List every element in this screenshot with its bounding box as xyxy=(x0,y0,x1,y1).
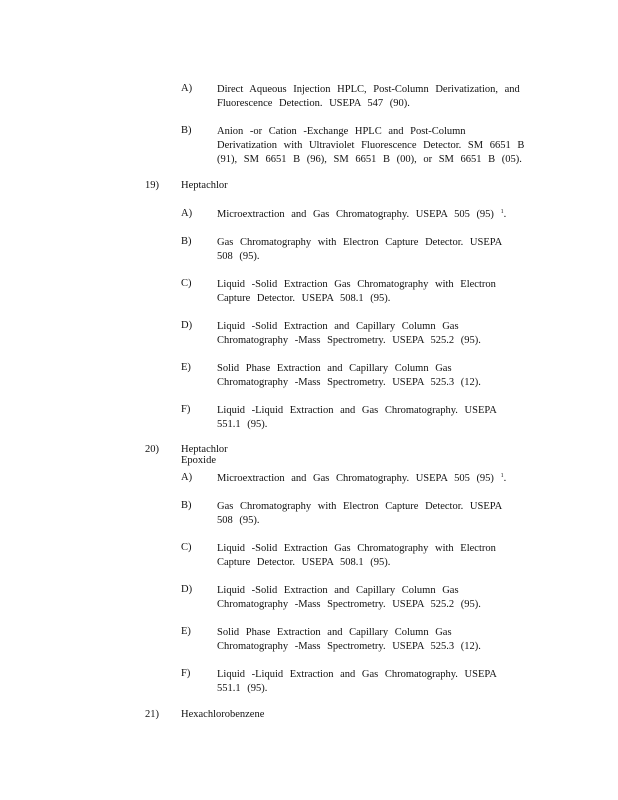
entry-text xyxy=(217,626,542,654)
entry-text xyxy=(217,362,542,390)
entry-letter: D) xyxy=(181,320,193,331)
entry-line: Liquid -Solid Extraction and Capillary Column Gas xyxy=(217,585,459,596)
item-title: Hexachlorobenzene xyxy=(181,709,265,720)
entry-line: 551.1 (95). xyxy=(217,683,268,694)
entry-line: 551.1 (95). xyxy=(217,419,268,430)
entry-line: Chromatography -Mass Spectrometry. USEPA 525.2 (95). xyxy=(217,599,481,610)
entry-line: Gas Chromatography with Electron Capture Detector. USEPA xyxy=(217,237,503,248)
footnote-marker: 1 xyxy=(500,473,504,479)
entry-text: Microextraction and Gas Chromatography. USEPA 505 (95) $^1$. xyxy=(217,209,507,220)
item-title: Heptachlor Epoxide xyxy=(181,444,228,466)
item-number: 21) xyxy=(145,709,159,720)
entry-line: Liquid -Liquid Extraction and Gas Chromatography. USEPA xyxy=(217,669,497,680)
entry-letter: B) xyxy=(181,236,192,247)
entry-line: Gas Chromatography with Electron Capture Detector. USEPA xyxy=(217,501,503,512)
entry-text xyxy=(217,125,542,167)
entry-line: Solid Phase Extraction and Capillary Column Gas xyxy=(217,363,452,374)
entry-line: Derivatization with Ultraviolet Fluorescence Detector. SM 6651 B xyxy=(217,140,525,151)
entry-letter: A) xyxy=(181,83,193,94)
entry-text xyxy=(217,83,542,111)
entry-letter: F) xyxy=(181,404,191,415)
entry-letter: A) xyxy=(181,472,193,483)
entry-text xyxy=(217,500,542,528)
entry-letter: E) xyxy=(181,626,191,637)
entry-line: Chromatography -Mass Spectrometry. USEPA 525.3 (12). xyxy=(217,641,481,652)
entry-letter: F) xyxy=(181,668,191,679)
entry-line: Chromatography -Mass Spectrometry. USEPA 525.2 (95). xyxy=(217,335,481,346)
entry-text xyxy=(217,278,542,306)
entry-text xyxy=(217,668,542,696)
entry-line: Liquid -Solid Extraction Gas Chromatography with Electron xyxy=(217,279,496,290)
item-number: 19) xyxy=(145,180,159,191)
entry-line: Liquid -Liquid Extraction and Gas Chromatography. USEPA xyxy=(217,405,497,416)
entry-line: Direct Aqueous Injection HPLC, Post-Column Derivatization, and xyxy=(217,84,520,95)
item-number: 20) xyxy=(145,444,159,455)
entry-letter: E) xyxy=(181,362,191,373)
entry-letter: C) xyxy=(181,542,192,553)
entry-letter: A) xyxy=(181,208,193,219)
entry-line: Microextraction and Gas Chromatography. USEPA 505 (95) xyxy=(217,209,494,220)
entry-line: Capture Detector. USEPA 508.1 (95). xyxy=(217,557,391,568)
entry-text xyxy=(217,584,542,612)
entry-letter: D) xyxy=(181,584,193,595)
entry-text: Microextraction and Gas Chromatography. USEPA 505 (95) $^1$. xyxy=(217,473,507,484)
entry-text xyxy=(217,404,542,432)
item-title: Heptachlor xyxy=(181,180,228,191)
entry-line: Liquid -Solid Extraction and Capillary Column Gas xyxy=(217,321,459,332)
entry-letter: B) xyxy=(181,125,192,136)
footnote-marker: 1 xyxy=(500,209,504,215)
entry-line: Fluorescence Detection. USEPA 547 (90). xyxy=(217,98,410,109)
entry-line: Anion -or Cation -Exchange HPLC and Post-Column xyxy=(217,126,466,137)
entry-line: Solid Phase Extraction and Capillary Column Gas xyxy=(217,627,452,638)
entry-line: Chromatography -Mass Spectrometry. USEPA 525.3 (12). xyxy=(217,377,481,388)
entry-text xyxy=(217,236,542,264)
entry-letter: B) xyxy=(181,500,192,511)
entry-text xyxy=(217,320,542,348)
entry-line: 508 (95). xyxy=(217,251,260,262)
entry-line: 508 (95). xyxy=(217,515,260,526)
entry-letter: C) xyxy=(181,278,192,289)
entry-line: Microextraction and Gas Chromatography. USEPA 505 (95) xyxy=(217,473,494,484)
entry-text xyxy=(217,542,542,570)
entry-line: Capture Detector. USEPA 508.1 (95). xyxy=(217,293,391,304)
entry-line: Liquid -Solid Extraction Gas Chromatography with Electron xyxy=(217,543,496,554)
entry-line: (91), SM 6651 B (96), SM 6651 B (00), or SM 6651 B (05). xyxy=(217,154,522,165)
